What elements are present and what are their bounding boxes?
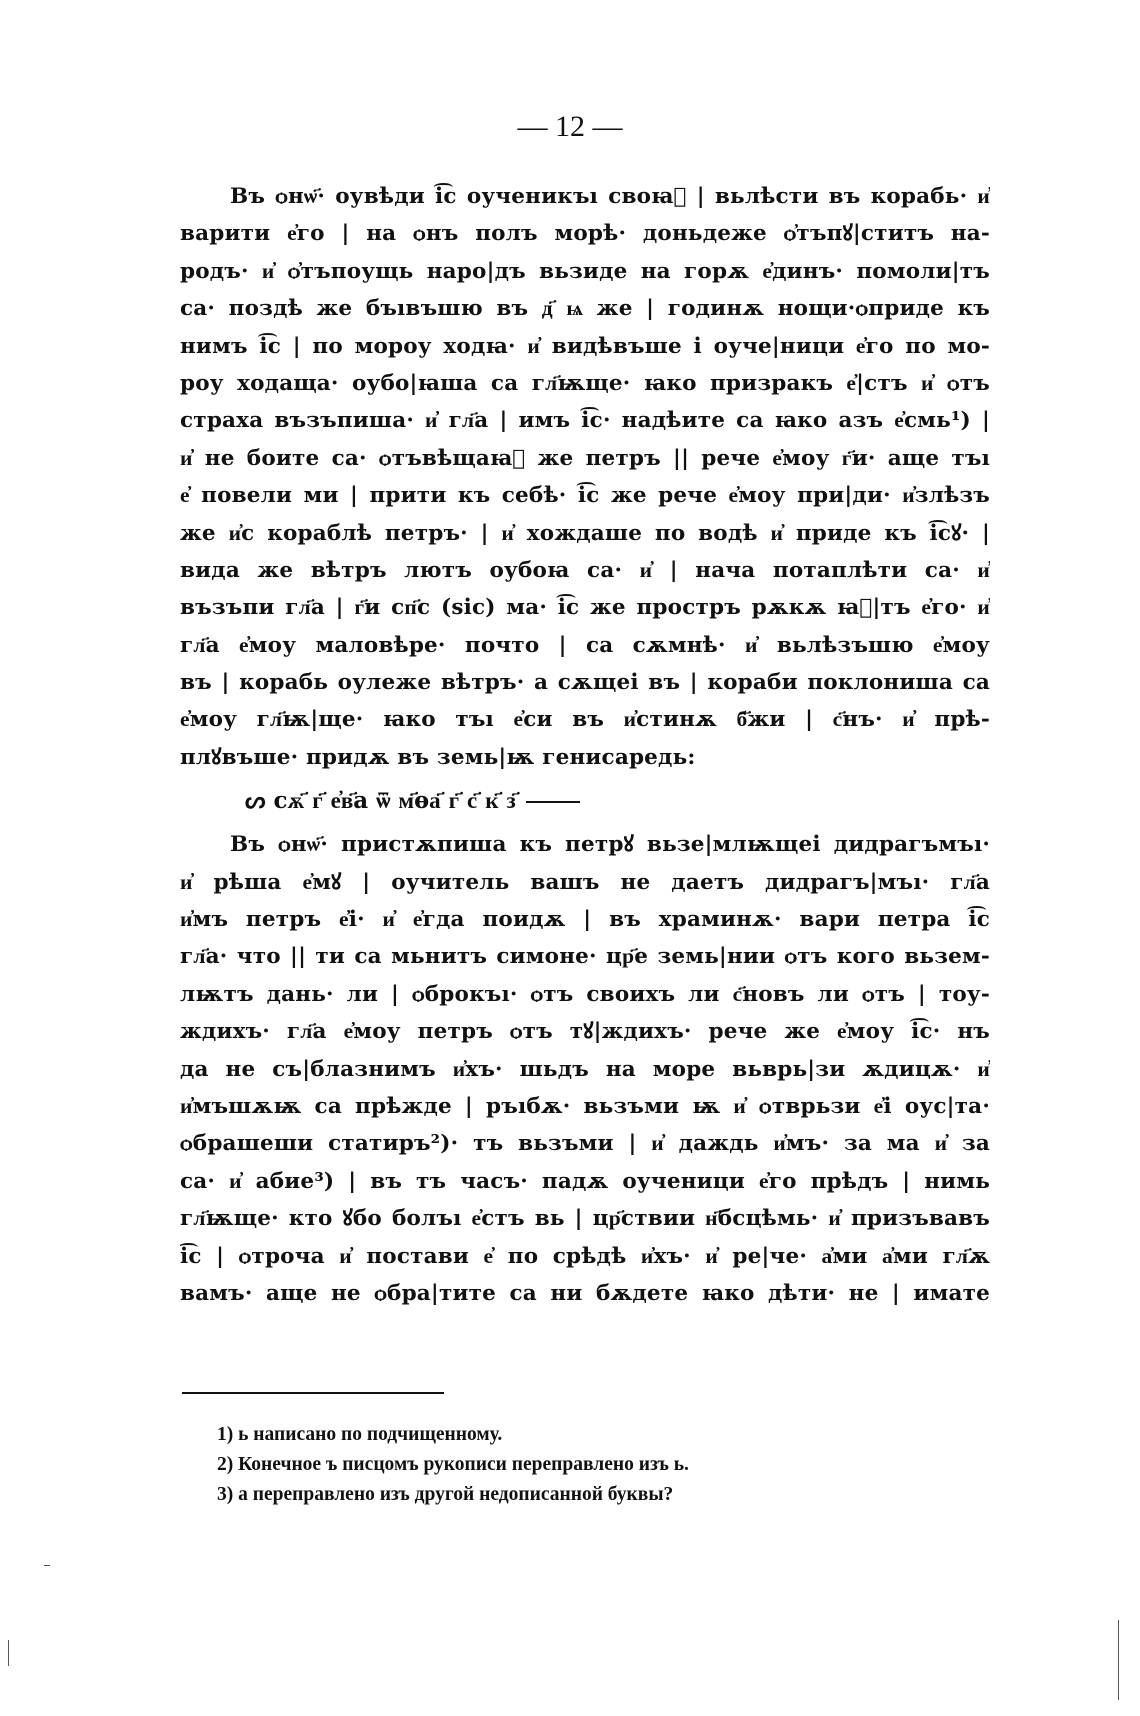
- text-line: са· поздѣ же бъıвъшю въ д҃ ѩ же | годинѫ нощи·ѻприде къ: [180, 296, 990, 322]
- text-line: възъпи гл҃а | г҃и сп҃с (sic) ма· і͡с же простръ рѫкѫ ꙗ҆|тъ е҆го· и҆: [180, 595, 990, 621]
- paragraph-2: [180, 826, 990, 1312]
- footnote-2: 2) Конечное ъ писцомъ рукописи переправлено изъ ь.: [217, 1454, 689, 1475]
- text-line: са· и҆ абие³) | въ тъ часъ· падѫ оученици е҆го прѣдъ | нимь: [180, 1168, 990, 1194]
- text-line: плꙋвъше· придѫ въ земь|ѭ генисаредь:: [180, 744, 696, 770]
- section-marker-text: ᔕ сѫ҃ г҃ е҆в҃а ѿ м҃ѳа҃ г҃ с҃ к҃ з҃: [245, 787, 516, 815]
- text-line: вамъ· аще не ѻбра|тите са ни бѫдете ꙗко дѣти· не | имате: [180, 1280, 990, 1306]
- footnote-1: 1) ь написано по подчищенному.: [217, 1424, 503, 1445]
- text-line: е҆моу гл҃ѭ|ще· ꙗко тъı е҆си въ и҆стинѫ б҃жи | с҃нъ· и҆ прѣ-: [180, 707, 990, 733]
- page-number: — 12 —: [517, 110, 623, 143]
- footnote-rule: [182, 1392, 444, 1394]
- paragraph-1: [180, 178, 990, 776]
- section-marker-dash: [526, 801, 580, 803]
- text-line: гл҃ѭще· кто ꙋбо болъı е҆стъ вь | цр҃ствии н҃бсцѣмь· и҆ призъвавъ: [180, 1206, 990, 1232]
- scan-artifact-left: [8, 1640, 9, 1666]
- text-line: гл҃а· что || ти са мьнитъ симоне· цр҃е земь|нии ѻтъ кого вьзем-: [180, 944, 990, 970]
- text-line: ждихъ· гл҃а е҆моу петръ ѻтъ тꙋ|ждихъ· рече же е҆моу і͡с· нъ: [180, 1019, 990, 1045]
- text-line: же и҆с кораблѣ петръ· | и҆ хождаше по водѣ и҆ приде къ і͡сꙋ· |: [180, 520, 990, 546]
- text-line: гл҃а е҆моу маловѣре· почто | са сѫмнѣ· и҆ вьлѣзъшю е҆моу: [180, 632, 990, 658]
- scan-artifact-left-dash: [44, 1565, 50, 1566]
- text-line: и҆ рѣша е҆мꙋ | оучитель вашъ не даетъ дидрагъ|мъı· гл҃а: [180, 869, 990, 895]
- text-line: родъ· и҆ ѻ҆тъпоущь наро|дъ вьзиде на горѫ е҆динъ· помоли|тъ: [180, 258, 990, 284]
- text-line: е҆ повели ми | прити къ себѣ· і͡с же рече е҆моу при|ди· и҆злѣзъ: [180, 483, 990, 509]
- footnote-3: 3) а переправлено изъ другой недописанной буквы?: [217, 1484, 674, 1505]
- text-line: Въ ѻнѡ҃· оувѣди і͡с оученикъı своꙗ҆ | вьлѣсти въ корабь· и҆: [230, 184, 990, 209]
- text-line: вида же вѣтръ лютъ оубоꙗ са· и҆ | нача потаплѣти са· и҆: [180, 557, 990, 583]
- text-line: нимъ і͡с | по мороу ходꙗ· и҆ видѣвъше і оуче|ници е҆го по мо-: [180, 333, 990, 359]
- text-line: роу ходаща· оубо|ꙗша са гл҃ѭще· ꙗко призракъ е҆|стъ и҆ ѻтъ: [180, 370, 990, 396]
- text-line: варити е҆го | на ѻнъ полъ морѣ· доньдеже ѻ҆тъпꙋ|ститъ на-: [180, 221, 990, 247]
- text-line: и҆мъшѫѭ са прѣжде | ръıбѫ· вьзъми ѭ и҆ ѻтврьзи е҆і оус|та·: [180, 1093, 990, 1119]
- scan-artifact-right: [1118, 1620, 1119, 1700]
- section-marker: [180, 776, 990, 826]
- text-line: страха възъпиша· и҆ гл҃а | имъ і͡с· надѣите са ꙗко азъ е҆смь¹) |: [180, 408, 990, 434]
- text-line: и҆ не боите са· ѻтъвѣщаꙗ҆ же петръ || рече е҆моу г҃и· аще тъı: [180, 445, 990, 471]
- text-line: лѭтъ дань· ли | ѻброкъı· ѻтъ своихъ ли с҃новъ ли ѻтъ | тоу-: [180, 981, 990, 1007]
- main-text: [180, 178, 990, 1312]
- footnotes: [217, 1420, 1017, 1510]
- text-line: и҆мъ петръ е҆і· и҆ е҆гда поидѫ | въ храминѫ· вари петра і͡с: [180, 907, 990, 933]
- text-line: ѻбрашеши статиръ²)· тъ вьзъми | и҆ даждь и҆мъ· за ма и҆ за: [180, 1131, 990, 1157]
- text-line: въ | корабь оулеже вѣтръ· а сѫщеі въ | кораби поклониша са: [180, 670, 990, 696]
- text-line: да не съ|блазнимъ и҆хъ· шьдъ на море вьврь|зи ѫдицѫ· и҆: [180, 1056, 990, 1082]
- text-line: і͡с | ѻтроча и҆ постави е҆ по срѣдѣ и҆хъ· и҆ ре|че· а҆ми а҆ми гл҃ѫ: [180, 1243, 990, 1269]
- text-line: Въ ѻнѡ҃· пристѫпиша къ петрꙋ вьзе|млѭщеі дидрагъмъı·: [230, 832, 990, 858]
